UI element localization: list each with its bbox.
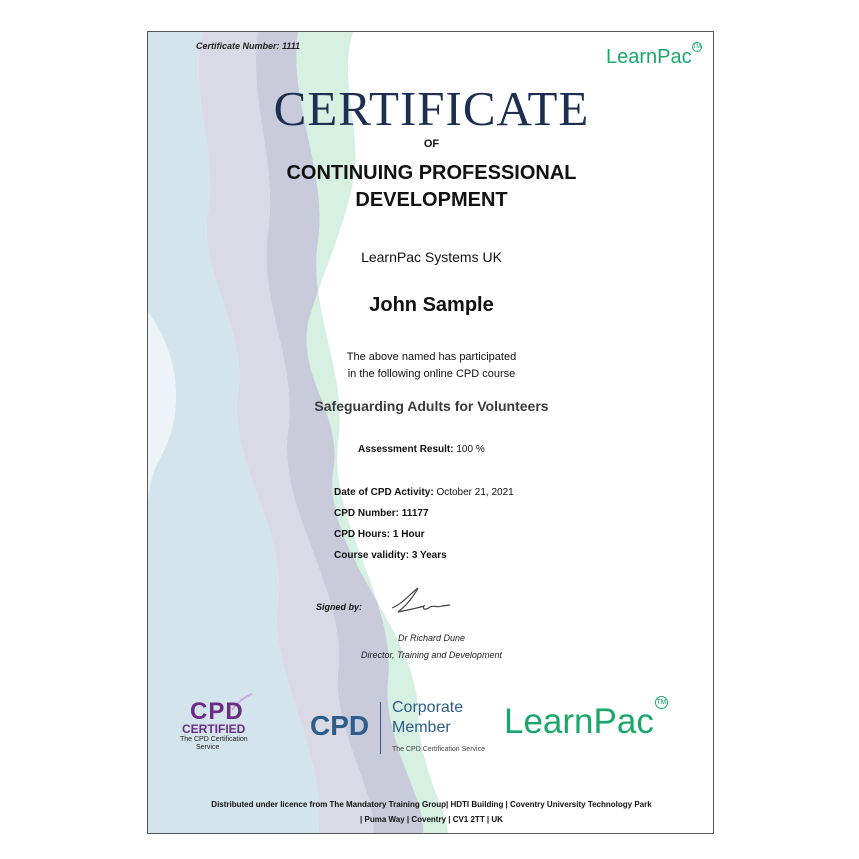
corporate-cpd-mark: CPD [310,710,370,741]
detail-date [334,487,514,498]
certificate-number: Certificate Number: 1111 [196,41,301,51]
recipient-name: John Sample [369,294,494,316]
cpd-title-line1: CONTINUING PROFESSIONAL [286,162,577,184]
learnpac-logo-bottom [504,699,667,742]
corporate-line1: Corporate [392,699,464,716]
detail-label: Course validity: [334,550,410,561]
detail-cpd-hours [334,529,425,540]
cpd-certified-text: CERTIFIED [182,722,246,736]
detail-value: 3 Years [411,550,447,561]
footer-licence [188,797,675,827]
learnpac-logo-text: LearnPac [504,702,654,741]
corporate-member-text [392,698,463,738]
footer-line2: | Puma Way | Coventry | CV1 2TT | UK [360,815,503,824]
cpd-certified-mark: CPD [190,698,244,725]
certificate-of: OF [423,138,440,150]
cpd-title-line2: DEVELOPMENT [355,189,508,211]
participation-line1: The above named has participated [346,351,517,363]
detail-label: CPD Number: [334,508,400,519]
corporate-line2: Member [392,719,451,736]
signer-title: Director, Training and Development [361,650,502,660]
detail-label: CPD Hours: [334,529,391,540]
signature-image [388,584,460,616]
footer-line1: Distributed under licence from The Mandatory Training Group| HDTI Building | Coventry University Technology Park [211,800,652,809]
detail-value: 1 Hour [392,529,425,540]
detail-cpd-number [334,508,429,519]
cpd-certified-service: The CPD Certification [180,736,248,743]
course-name: Safeguarding Adults for Volunteers [314,398,549,414]
cpd-corporate-member-logo [306,698,496,758]
learnpac-logo-top [606,44,702,69]
participation-statement [148,349,714,383]
trademark-icon: TM [692,44,702,50]
learnpac-logo-text: LearnPac [606,46,692,68]
logo-divider [380,702,381,754]
signed-by-label: Signed by: [316,602,363,612]
cpd-title [148,160,714,214]
detail-value: October 21, 2021 [436,487,514,498]
assessment-value: 100 % [456,444,485,455]
assessment-result [358,444,485,455]
certificate-title: CERTIFICATE [273,81,590,136]
certificate-sheet [147,31,714,834]
company-name: LearnPac Systems UK [361,249,502,265]
corporate-service-text: The CPD Certification Service [392,746,485,753]
cpd-certified-service2: Service [196,744,220,751]
detail-label: Date of CPD Activity: [334,487,434,498]
detail-validity [334,550,447,561]
cpd-certified-logo [180,692,280,764]
signer-name: Dr Richard Dune [397,633,466,643]
trademark-icon: TM [655,696,668,709]
detail-value: 11177 [401,508,429,519]
assessment-label: Assessment Result: [358,444,454,455]
participation-line2: in the following online CPD course [347,368,516,380]
